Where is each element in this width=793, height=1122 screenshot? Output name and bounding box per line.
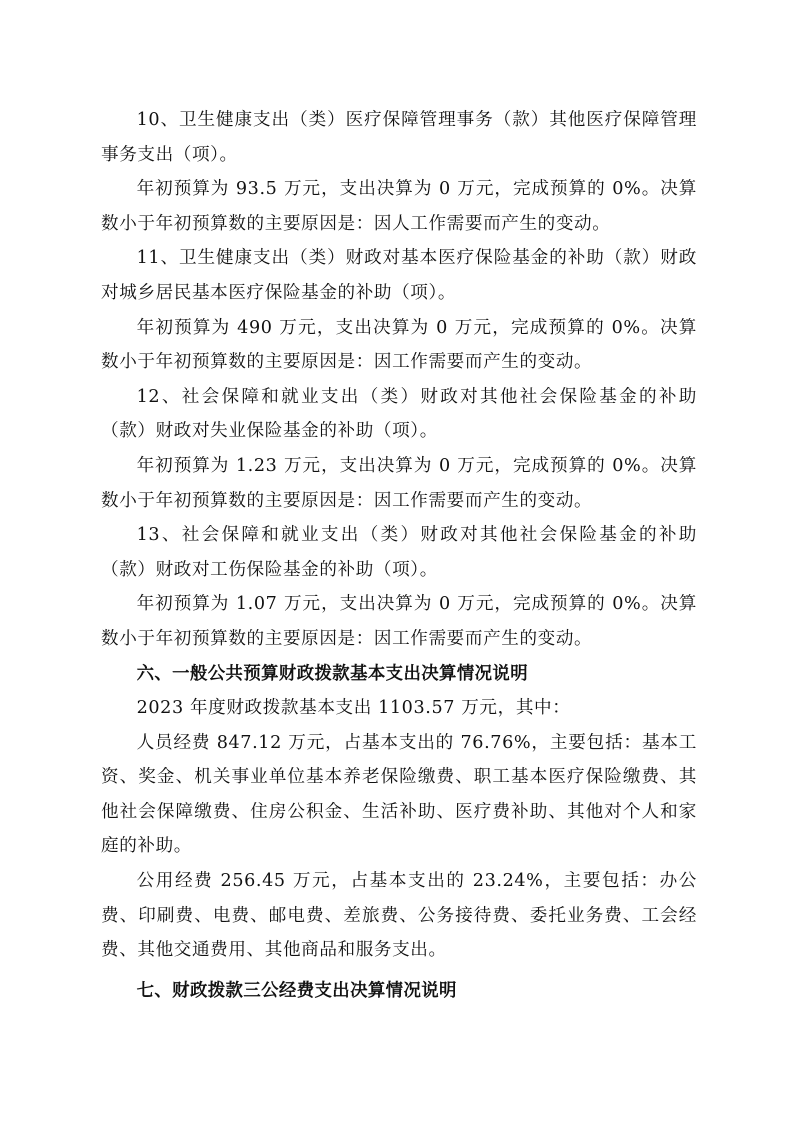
item-10-title: 10、卫生健康支出（类）医疗保障管理事务（款）其他医疗保障管理事务支出（项）。 [101, 110, 697, 165]
item-10-detail: 年初预算为 93.5 万元，支出决算为 0 万元，完成预算的 0%。决算数小于年初预算数的主要原因是：因人工作需要而产生的变动。 [101, 179, 697, 234]
item-11-title: 11、卫生健康支出（类）财政对基本医疗保险基金的补助（款）财政对城乡居民基本医疗保险基金的补助（项）。 [101, 248, 697, 303]
section-6-heading: 六、一般公共预算财政拨款基本支出决算情况说明 [136, 663, 528, 684]
item-12-detail: 年初预算为 1.23 万元，支出决算为 0 万元，完成预算的 0%。决算数小于年初预算数的主要原因是：因工作需要而产生的变动。 [101, 455, 697, 511]
document-body [101, 103, 697, 1008]
personnel-expenses-paragraph: 人员经费 847.12 万元，占基本支出的 76.76%，主要包括：基本工资、奖金、机关事业单位基本养老保险缴费、职工基本医疗保险缴费、其他社会保障缴费、住房公积金、生活补助、医疗费补助、其他对个人和家庭的补助。 [101, 732, 697, 857]
item-12-title: 12、社会保障和就业支出（类）财政对其他社会保险基金的补助（款）财政对失业保险基金的补助（项）。 [101, 386, 697, 442]
section-7-heading: 七、财政拨款三公经费支出决算情况说明 [136, 980, 457, 1001]
basic-expenditure-summary: 2023 年度财政拨款基本支出 1103.57 万元，其中： [136, 698, 571, 719]
item-11-detail: 年初预算为 490 万元，支出决算为 0 万元，完成预算的 0%。决算数小于年初预算数的主要原因是：因工作需要而产生的变动。 [101, 317, 697, 373]
public-expenses-paragraph: 公用经费 256.45 万元，占基本支出的 23.24%，主要包括：办公费、印刷费、电费、邮电费、差旅费、公务接待费、委托业务费、工会经费、其他交通费用、其他商品和服务支出。 [101, 871, 697, 961]
item-13-detail: 年初预算为 1.07 万元，支出决算为 0 万元，完成预算的 0%。决算数小于年初预算数的主要原因是：因工作需要而产生的变动。 [101, 594, 697, 649]
item-13-title: 13、社会保障和就业支出（类）财政对其他社会保险基金的补助（款）财政对工伤保险基金的补助（项）。 [101, 525, 697, 580]
